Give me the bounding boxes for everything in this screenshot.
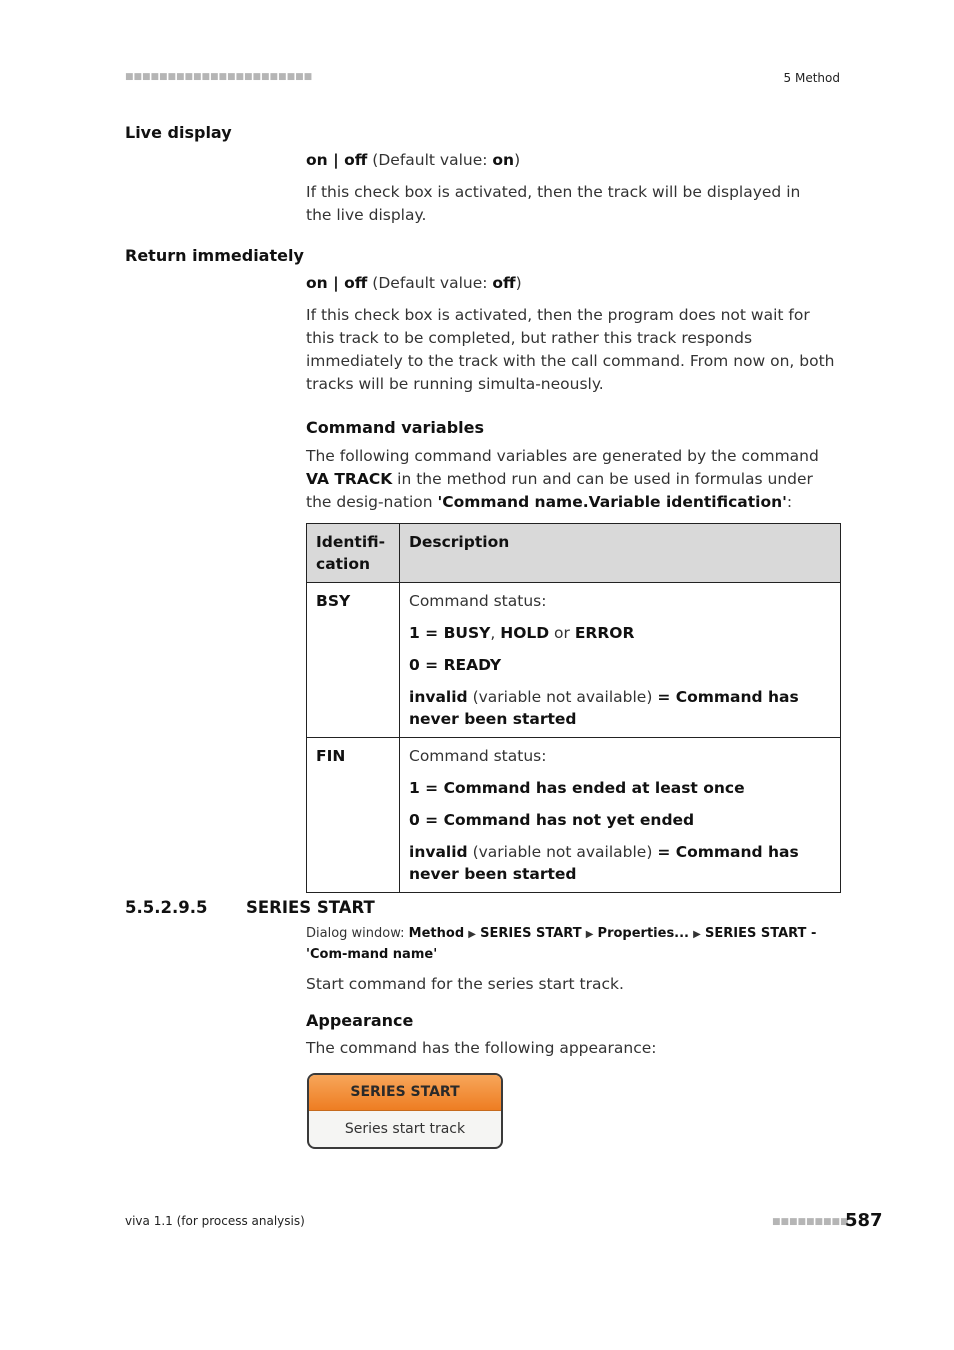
running-header: 5 Method xyxy=(783,71,840,85)
param-title-live-display: Live display xyxy=(125,123,232,142)
command-variables-intro: The following command variables are generated by the command VA TRACK in the method run and can be used in formulas under the desig-nation 'Command name.Variable identification': xyxy=(306,447,819,511)
table-row xyxy=(307,583,841,738)
return-immediately-description: If this check box is activated, then the program does not wait for this track to be completed, but rather this track responds immediately to the track with the call command. From now on, both tracks will be running simulta-neously. xyxy=(306,306,835,393)
variable-id: FIN xyxy=(307,738,400,893)
live-display-description: If this check box is activated, then the track will be displayed in the live display. xyxy=(306,183,801,224)
dialog-path: Dialog window: Method ▶ SERIES START ▶ Properties... ▶ SERIES START - 'Com-mand name' xyxy=(306,926,817,962)
variable-description: Command status: 1 = Command has ended at least once 0 = Command has not yet ended invalid (variable not available) = Command has never been started xyxy=(400,738,841,893)
arrow-right-icon: ▶ xyxy=(585,929,594,940)
variable-description: Command status: 1 = BUSY, HOLD or ERROR 0 = READY invalid (variable not available) = Command has never been started xyxy=(400,583,841,738)
table-header-row xyxy=(307,524,841,583)
series-start-command-box xyxy=(307,1073,503,1149)
arrow-right-icon: ▶ xyxy=(468,929,476,940)
variable-id: BSY xyxy=(307,583,400,738)
series-start-description: Start command for the series start track. xyxy=(306,975,624,993)
footer-decoration: ■■■■■■■■■ xyxy=(772,1217,849,1227)
footer-product: viva 1.1 (for process analysis) xyxy=(125,1214,305,1228)
command-box-label: Series start track xyxy=(344,1121,466,1137)
param-title-return-immediately: Return immediately xyxy=(125,246,304,265)
section-number: 5.5.2.9.5 xyxy=(125,898,208,917)
appearance-heading: Appearance xyxy=(306,1011,414,1030)
column-header-identification: Identifi-cation xyxy=(307,524,400,583)
header-decoration: ■■■■■■■■■■■■■■■■■■■■■■ xyxy=(125,72,313,82)
command-variables-table xyxy=(306,523,841,893)
command-variables-heading: Command variables xyxy=(306,418,484,437)
table-row xyxy=(307,738,841,893)
page-number: 587 xyxy=(845,1210,883,1231)
return-immediately-values: on | off (Default value: off) xyxy=(306,274,522,292)
live-display-values: on | off (Default value: on) xyxy=(306,151,521,169)
appearance-text: The command has the following appearance: xyxy=(306,1039,657,1057)
section-title: SERIES START xyxy=(246,898,375,917)
column-header-description: Description xyxy=(400,524,841,583)
command-box-title: SERIES START xyxy=(309,1075,501,1111)
arrow-right-icon: ▶ xyxy=(693,929,701,940)
